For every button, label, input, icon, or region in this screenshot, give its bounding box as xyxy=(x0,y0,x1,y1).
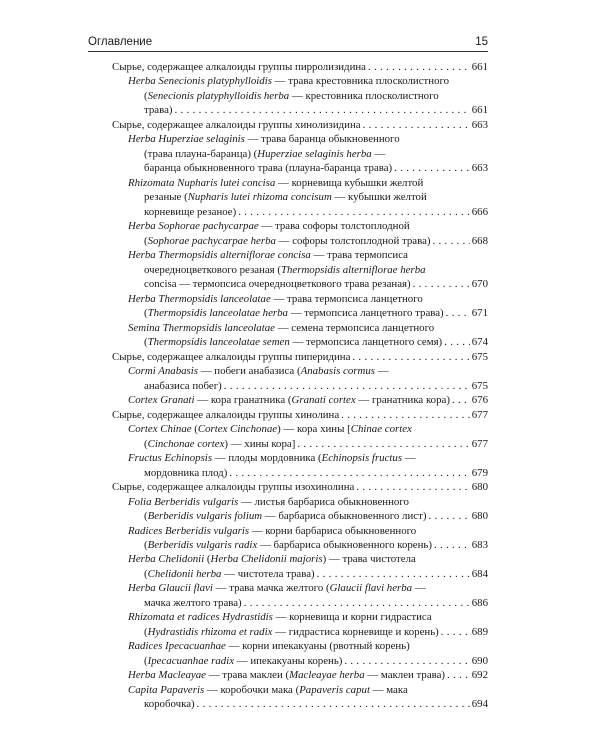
dot-leader xyxy=(441,625,470,639)
toc-entry-text: Herba Sophorae pachycarpae — трава софоры толстоплодной xyxy=(128,220,410,233)
dot-leader xyxy=(394,161,470,175)
toc-entry-text: корневище резаное) xyxy=(144,205,237,218)
toc-page-number: 677 xyxy=(471,437,488,450)
toc-page-number: 680 xyxy=(471,510,488,523)
toc-entry-text: Herba Senecionis platyphylloidis — трава крестовника плосколистного xyxy=(128,75,450,88)
dot-leader xyxy=(224,379,470,393)
dot-leader xyxy=(297,437,469,451)
toc-entry-text: баранца обыкновенного трава (плауна-баранца трава) xyxy=(144,162,393,175)
dot-leader xyxy=(238,205,470,219)
toc-page-number: 692 xyxy=(471,669,488,682)
toc-page-number: 661 xyxy=(471,61,488,73)
dot-leader xyxy=(433,234,470,248)
toc-entry-text: (Ipecacuanhae radix — ипекакуаны корень) xyxy=(144,654,343,667)
toc-subentry[interactable] xyxy=(128,495,488,524)
toc-subentry[interactable] xyxy=(128,292,488,321)
toc-entry-text: Fructus Echinopsis — плоды мордовника (Echinopsis fructus — xyxy=(128,452,416,465)
toc-entry-text: (трава плауна-баранца) (Huperziae selaginis herba — xyxy=(144,147,386,160)
toc-entry-text: Сырье, содержащее алкалоиды группы хинолина xyxy=(112,408,340,421)
dot-leader xyxy=(368,60,470,74)
dot-leader xyxy=(452,393,470,407)
toc-entry-text: анабазиса побег) xyxy=(144,379,222,392)
toc-entry-text: concisa — термопсиса очередноцветкового трава резаная) xyxy=(144,278,411,291)
toc-subentry[interactable] xyxy=(128,364,488,393)
toc-entry-text: Herba Thermopsidis lanceolatae — трава термопсиса ланцетного xyxy=(128,292,423,305)
dot-leader xyxy=(447,668,470,682)
toc-page-number: 663 xyxy=(471,118,488,131)
toc-entry-text: (Cinchonae cortex) — хины кора] xyxy=(144,437,296,450)
toc-entry-text: Radices Berberidis vulgaris — корни барбариса обыкновенного xyxy=(128,524,417,537)
toc-entry-text: Herba Macleayae — трава маклеи (Macleayae herba — маклеи трава) xyxy=(128,669,446,682)
toc-entry-text: (Senecionis platyphylloidis herba — крестовника плосколистного xyxy=(144,89,439,102)
toc-entry-text: Cortex Granati — кора гранатника (Granati cortex — гранатника кора) xyxy=(128,394,450,407)
toc-entry-text: (Thermopsidis lanceolatae semen — термопсиса ланцетного семя) xyxy=(144,336,443,349)
toc-page-number: 694 xyxy=(471,698,488,711)
toc-section-entry[interactable] xyxy=(112,60,488,74)
toc-entry-text: Folia Berberidis vulgaris — листья барбариса обыкновенного xyxy=(128,495,409,508)
toc-entry-text: Capita Papaveris — коробочки мака (Papaveris caput — мака xyxy=(128,683,408,696)
toc-page-number: 689 xyxy=(471,625,488,638)
toc-entry-text: (Chelidonii herba — чистотела трава) xyxy=(144,567,315,580)
toc-subentry[interactable] xyxy=(128,451,488,480)
toc-entry-text: Herba Chelidonii (Herba Chelidonii majoris) — трава чистотела xyxy=(128,553,416,566)
dot-leader xyxy=(244,596,470,610)
toc-page-number: 666 xyxy=(471,205,488,218)
dot-leader xyxy=(344,654,469,668)
toc-subentry[interactable] xyxy=(128,321,488,350)
toc-page-number: 679 xyxy=(471,466,488,479)
toc-entry-text: Сырье, содержащее алкалоиды группы пирролизидина xyxy=(112,61,366,73)
toc-subentry[interactable] xyxy=(128,422,488,451)
toc-entry-text: Сырье, содержащее алкалоиды группы пиперидина xyxy=(112,350,351,363)
dot-leader xyxy=(363,118,470,132)
toc-subentry[interactable] xyxy=(128,668,488,682)
toc-subentry[interactable] xyxy=(128,176,488,219)
toc-page-number: 674 xyxy=(471,336,488,349)
running-header xyxy=(88,36,488,52)
toc-subentry[interactable] xyxy=(128,219,488,248)
toc-entry-text: Сырье, содержащее алкалоиды группы хинолизидина xyxy=(112,118,361,131)
dot-leader xyxy=(341,408,470,422)
toc-page-number: 676 xyxy=(471,394,488,407)
toc-entry-text: трава) xyxy=(144,104,173,117)
toc-page-number: 680 xyxy=(471,481,488,494)
toc-page-number: 683 xyxy=(471,538,488,551)
toc-page-number: 686 xyxy=(471,596,488,609)
toc-subentry[interactable] xyxy=(128,74,488,117)
toc-entry-text: мачка желтого трава) xyxy=(144,596,242,609)
toc-page-number: 668 xyxy=(471,234,488,247)
toc-entry-text: (Sophorae pachycarpae herba — софоры толстоплодной трава) xyxy=(144,234,431,247)
dot-leader xyxy=(428,509,469,523)
toc-entry-text: Herba Glaucii flavi — трава мачка желтого (Glaucii flavi herba — xyxy=(128,582,426,595)
toc-subentry[interactable] xyxy=(128,248,488,291)
toc-subentry[interactable] xyxy=(128,132,488,175)
dot-leader xyxy=(434,538,470,552)
toc-page-number: 670 xyxy=(471,278,488,291)
header-page-number: 15 xyxy=(475,36,488,48)
toc-section-entry[interactable] xyxy=(112,350,488,364)
dot-leader xyxy=(446,306,470,320)
toc-entry-text: Сырье, содержащее алкалоиды группы изохинолина xyxy=(112,481,355,494)
toc-section-entry[interactable] xyxy=(112,480,488,494)
toc-subentry[interactable] xyxy=(128,581,488,610)
dot-leader xyxy=(413,277,470,291)
toc-entry-text: Rhizomata et radices Hydrastidis — корневища и корни гидрастиса xyxy=(128,611,432,624)
dot-leader xyxy=(229,466,469,480)
toc-entry-text: Cortex Chinae (Cortex Cinchonae) — кора хины [Chinae cortex xyxy=(128,423,412,436)
toc-subentry[interactable] xyxy=(128,610,488,639)
toc-entry-text: резаные (Nupharis lutei rhizoma concisum — кубышки желтой xyxy=(144,191,427,204)
dot-leader xyxy=(444,335,470,349)
toc-entry-text: (Hydrastidis rhizoma et radix — гидрастиса корневище и корень) xyxy=(144,625,439,638)
toc-page-number: 661 xyxy=(471,104,488,117)
toc-entry-text: мордовника плод) xyxy=(144,466,228,479)
toc-section-entry[interactable] xyxy=(112,408,488,422)
toc-page-number: 684 xyxy=(471,567,488,580)
toc-section-entry[interactable] xyxy=(112,118,488,132)
dot-leader xyxy=(317,567,470,581)
toc-entry-text: (Thermopsidis lanceolatae herba — термопсиса ланцетного трава) xyxy=(144,307,444,320)
toc-entry-text: Semina Thermopsidis lanceolatae — семена термопсиса ланцетного xyxy=(128,321,435,334)
toc-entry-text: (Berberidis vulgaris folium — барбариса обыкновенного лист) xyxy=(144,510,427,523)
toc-page-number: 690 xyxy=(471,654,488,667)
toc-entry-text: коробочка) xyxy=(144,698,195,711)
toc-entry-text: Rhizomata Nupharis lutei concisa — корневища кубышки желтой xyxy=(128,176,424,189)
toc-page-number: 677 xyxy=(471,408,488,421)
dot-leader xyxy=(352,350,469,364)
toc-subentry[interactable] xyxy=(128,552,488,581)
toc-subentry[interactable] xyxy=(128,393,488,407)
toc-page-number: 663 xyxy=(471,162,488,175)
toc-entry-text: Radices Ipecacuanhae — корни ипекакуаны (рвотный корень) xyxy=(128,640,410,653)
dot-leader xyxy=(356,480,469,494)
header-title: Оглавление xyxy=(88,36,153,48)
toc-entry-text: (Berberidis vulgaris radix — барбариса обыкновенного корень) xyxy=(144,538,432,551)
table-of-contents xyxy=(112,60,488,712)
toc-subentry[interactable] xyxy=(128,639,488,668)
toc-entry-text: Herba Thermopsidis alterniflorae concisa — трава термопсиса xyxy=(128,249,408,262)
dot-leader xyxy=(197,697,470,711)
toc-page-number: 675 xyxy=(471,350,488,363)
toc-entry-text: Cormi Anabasis — побеги анабазиса (Anabasis cormus — xyxy=(128,365,389,378)
toc-page-number: 671 xyxy=(471,307,488,320)
toc-entry-text: очередноцветкового резаная (Thermopsidis alterniflorae herba xyxy=(144,263,426,276)
toc-subentry[interactable] xyxy=(128,683,488,712)
toc-page-number: 675 xyxy=(471,379,488,392)
toc-subentry[interactable] xyxy=(128,524,488,553)
toc-entry-text: Herba Huperziae selaginis — трава баранца обыкновенного xyxy=(128,133,400,146)
dot-leader xyxy=(175,103,470,117)
